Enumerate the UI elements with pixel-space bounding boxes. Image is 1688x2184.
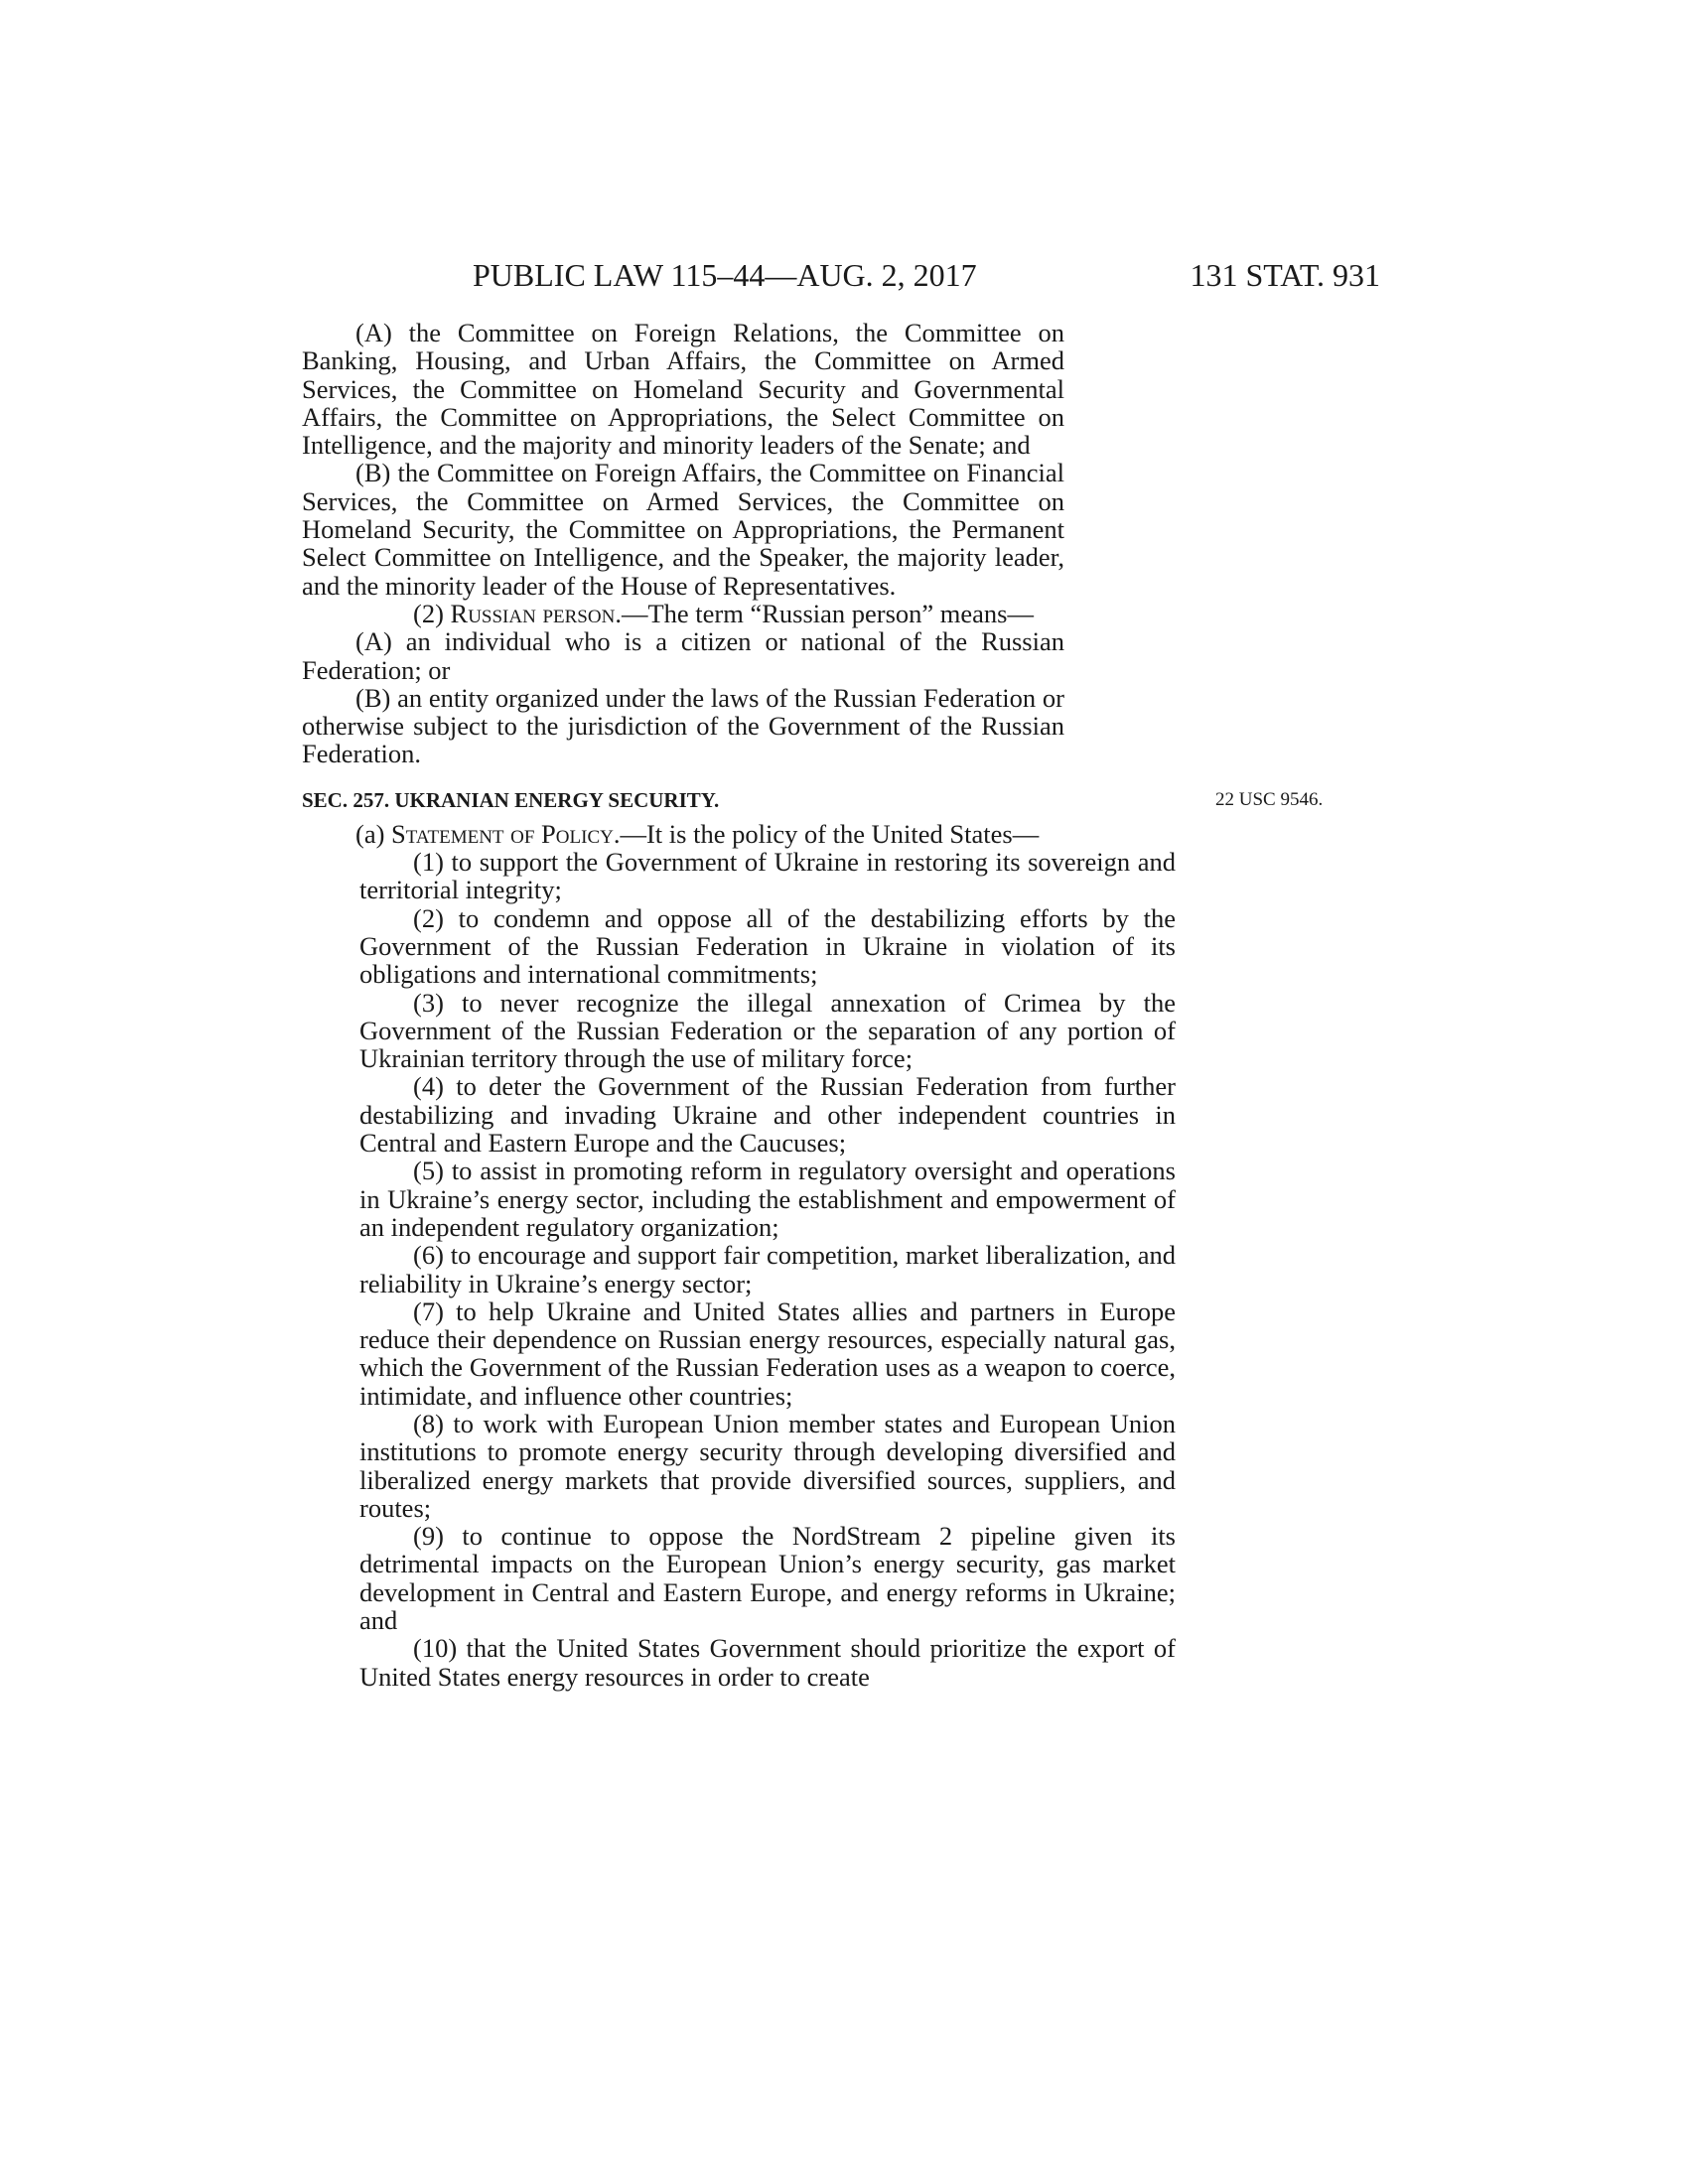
policy-item: (8) to work with European Union member states and European Union institutions to promote energy security through developing diversified and liberalized energy markets that provide diversified sources, suppliers, and routes; — [359, 1408, 1176, 1523]
subsection-lead-text: .—It is the policy of the United States— — [613, 818, 1040, 849]
definition-label: (2) — [413, 598, 451, 628]
definition-item-a: (A) an individual who is a citizen or national of the Russian Federation; or — [302, 626, 1064, 685]
policy-item: (6) to encourage and support fair competition, market liberalization, and reliability in Ukraine’s energy sector; — [359, 1240, 1176, 1298]
definition-lead: .—The term “Russian person” means— — [615, 598, 1034, 628]
policy-item: (7) to help Ukraine and United States allies and partners in Europe reduce their dependence on Russian energy resources, especially natural gas, which the Government of the Russian Federation uses as a weapon to coerce, intimidate, and influence other countries; — [359, 1296, 1176, 1411]
committee-list-a: (A) the Committee on Foreign Relations, the Committee on Banking, Housing, and Urban Affairs, the Committee on Armed Services, the Committee on Homeland Security and Governmental Affairs, the Committee on Appropriations, the Select Committee on Intelligence, and the majority and minority leaders of the Senate; and — [302, 318, 1064, 461]
section-title: SEC. 257. UKRANIAN ENERGY SECURITY. — [302, 787, 720, 812]
policy-item: (3) to never recognize the illegal annexation of Crimea by the Government of the Russian Federation or the separation of any portion of Ukrainian territory through the use of military force; — [359, 987, 1176, 1074]
subsection-label: (a) — [355, 818, 392, 849]
running-title: PUBLIC LAW 115–44—AUG. 2, 2017 — [473, 257, 977, 293]
policy-item: (2) to condemn and oppose all of the destabilizing efforts by the Government of the Russian Federation in Ukraine in violation of its obligations and international commitments; — [359, 902, 1176, 990]
policy-item: (4) to deter the Government of the Russian Federation from further destabilizing and invading Ukraine and other independent countries in Central and Eastern Europe and the Caucuses; — [359, 1071, 1176, 1159]
committee-list-b: (B) the Committee on Foreign Affairs, the Committee on Financial Services, the Committee on Armed Services, the Committee on Homeland Security, the Committee on Appropriations, the Permanent Select Committee on Intelligence, and the Speaker, the majority leader, and the minority leader of the House of Representatives. — [302, 458, 1064, 601]
definition-russian-person — [359, 600, 1176, 627]
subsection-heading: Statement of Policy — [391, 818, 614, 849]
policy-item: (1) to support the Government of Ukraine in restoring its sovereign and territorial integrity; — [359, 847, 1176, 905]
policy-item: (10) that the United States Government should prioritize the export of United States energy resources in order to create — [359, 1633, 1176, 1692]
policy-item: (9) to continue to oppose the NordStream 2 pipeline given its detrimental impacts on the European Union’s energy security, gas market development in Central and Eastern Europe, and energy reforms in Ukraine; and — [359, 1521, 1176, 1636]
definition-item-b: (B) an entity organized under the laws of the Russian Federation or otherwise subject to the jurisdiction of the Government of the Russian Federation. — [302, 682, 1064, 769]
running-header — [407, 252, 1380, 298]
definition-term-heading: Russian person — [450, 598, 616, 628]
subsection-a-lead — [302, 820, 1176, 848]
page-body — [302, 318, 1324, 1692]
policy-item: (5) to assist in promoting reform in regulatory oversight and operations in Ukraine’s energy sector, including the establishment and empowerment of an independent regulatory organization; — [359, 1156, 1176, 1242]
margin-citation: 22 USC 9546. — [1215, 788, 1324, 810]
section-heading — [302, 786, 1324, 814]
page-number: 131 STAT. 931 — [1190, 257, 1380, 293]
